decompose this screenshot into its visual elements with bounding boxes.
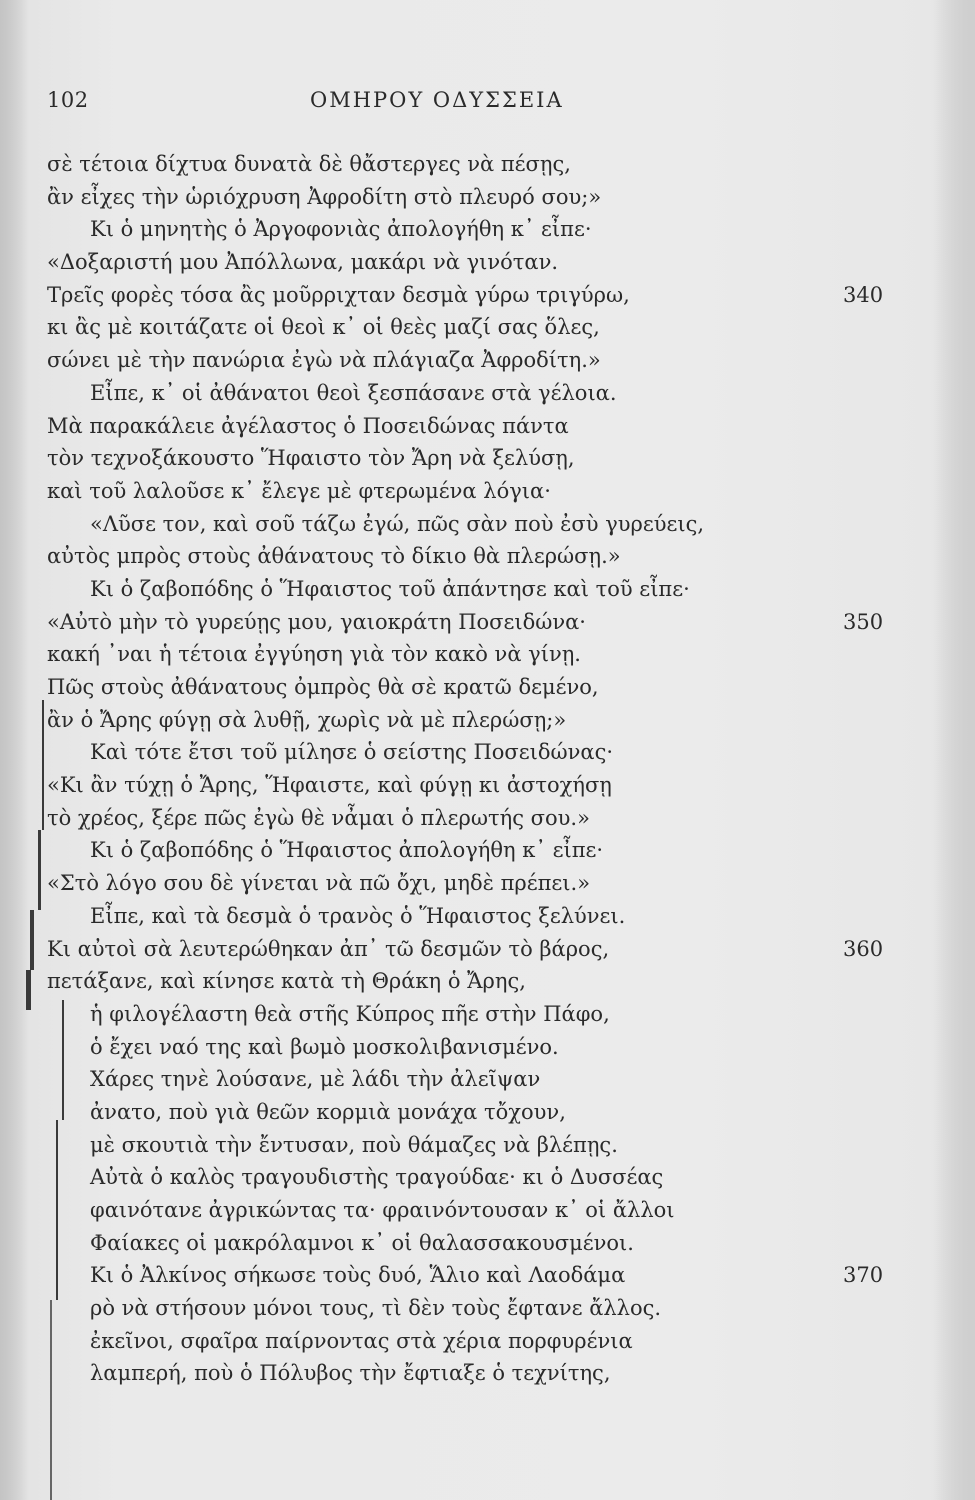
- verse-line: [0, 1325, 975, 1358]
- verse-text: Πῶς στοὺς ἀθάνατους ὀμπρὸς θὰ σὲ κρατῶ δεμένο,: [47, 675, 599, 699]
- verse-text: «Κι ἂν τύχῃ ὁ Ἄρης, Ἥφαιστε, καὶ φύγῃ κι ἀστοχήσῃ: [47, 773, 612, 798]
- verse-line: [0, 377, 975, 410]
- verse-line: [0, 606, 975, 639]
- verse-text: «Στὸ λόγο σου δὲ γίνεται νὰ πῶ ὄχι, μηδὲ πρέπει.»: [47, 871, 591, 896]
- verse-line: [0, 573, 975, 606]
- verse-line: [0, 508, 975, 541]
- verse-line: [0, 671, 975, 704]
- verse-text: «Δοξαριστή μου Ἀπόλλωνα, μακάρι νὰ γινόταν.: [47, 250, 559, 275]
- verse-text: αὐτὸς μπρὸς στοὺς ἀθάνατους τὸ δίκιο θὰ πλερώσῃ.»: [47, 544, 621, 569]
- verse-text: καὶ τοῦ λαλοῦσε κ᾽ ἔλεγε μὲ φτερωμένα λόγια·: [47, 478, 551, 503]
- verse-text: Φαίακες οἱ μακρόλαμνοι κ᾽ οἱ θαλασσακουσμένοι.: [90, 1230, 634, 1255]
- verse-line: [0, 736, 975, 769]
- verse-text: «Αὐτὸ μὴν τὸ γυρεύῃς μου, γαιοκράτη Ποσειδώνα·: [47, 609, 586, 634]
- verse-text: Κι αὐτοὶ σὰ λευτερώθηκαν ἀπ᾽ τῶ δεσμῶν τὸ βάρος,: [47, 936, 610, 961]
- line-number: 370: [843, 1263, 884, 1288]
- verse-text: Τρεῖς φορὲς τόσα ἂς μοῦρριχταν δεσμὰ γύρω τριγύρω,: [47, 282, 630, 307]
- verse-text: κακή ᾿ναι ἡ τέτοια ἐγγύηση γιὰ τὸν κακὸ νὰ γίνῃ.: [47, 642, 581, 667]
- verse-text: ρὸ νὰ στήσουν μόνοι τους, τὶ δὲν τοὺς ἔφτανε ἄλλος.: [90, 1296, 662, 1321]
- verse-text: «Λῦσε τον, καὶ σοῦ τάζω ἐγώ, πῶς σὰν ποὺ ἐσὺ γυρεύεις,: [90, 511, 705, 536]
- verse-text: Κι ὁ ζαβοπόδης ὁ Ἥφαιστος τοῦ ἀπάντησε καὶ τοῦ εἶπε·: [90, 576, 690, 601]
- verse-text: Κι ὁ Ἀλκίνος σήκωσε τοὺς δυό, Ἅλιο καὶ Λαοδάμα: [90, 1263, 626, 1288]
- verse-text: ἀνατο, ποὺ γιὰ θεῶν κορμιὰ μονάχα τὄχουν,: [90, 1099, 566, 1124]
- verse-line: [0, 311, 975, 344]
- verse-line: [0, 1129, 975, 1162]
- verse-line: [0, 704, 975, 737]
- verse-text: ἂν ὁ Ἄρης φύγῃ σὰ λυθῇ, χωρὶς νὰ μὲ πλερώσῃ;»: [47, 707, 567, 732]
- verse-line: [0, 540, 975, 573]
- verse-text: πετάξανε, καὶ κίνησε κατὰ τὴ Θράκη ὁ Ἄρης,: [47, 969, 526, 994]
- verse-line: [0, 213, 975, 246]
- verse-text: Μὰ παρακάλειε ἀγέλαστος ὁ Ποσειδώνας πάντα: [47, 413, 569, 438]
- verse-line: [0, 1357, 975, 1390]
- verse-line: [0, 1063, 975, 1096]
- poem-text: [0, 148, 975, 1390]
- verse-line: [0, 181, 975, 214]
- verse-text: Κι ὁ ζαβοπόδης ὁ Ἥφαιστος ἀπολογήθη κ᾽ εἶπε·: [90, 838, 604, 863]
- verse-line: [0, 1096, 975, 1129]
- verse-line: [0, 900, 975, 933]
- verse-text: τὸν τεχνοξάκουστο Ἥφαιστο τὸν Ἄρη νὰ ξελύσῃ,: [47, 446, 575, 471]
- line-number: 360: [843, 936, 884, 961]
- page-header: [0, 88, 975, 118]
- verse-text: ὁ ἔχει ναό της καὶ βωμὸ μοσκολιβανισμένο.: [90, 1034, 559, 1059]
- verse-line: [0, 1194, 975, 1227]
- verse-text: Κι ὁ μηνητὴς ὁ Ἀργοφονιὰς ἀπολογήθη κ᾽ εἶπε·: [90, 217, 592, 242]
- running-title: ΟΜΗΡΟΥ ΟΔΥΣΣΕΙΑ: [310, 88, 564, 112]
- margin-rule: [50, 1300, 52, 1500]
- verse-line: [0, 965, 975, 998]
- verse-line: [0, 867, 975, 900]
- verse-text: σὲ τέτοια δίχτυα δυνατὰ δὲ θἄστεργες νὰ πέσῃς,: [47, 152, 571, 176]
- verse-text: κι ἂς μὲ κοιτάζατε οἱ θεοὶ κ᾽ οἱ θεὲς μαζί σας ὅλες,: [47, 315, 600, 340]
- verse-line: [0, 769, 975, 802]
- verse-line: [0, 998, 975, 1031]
- verse-text: ἐκεῖνοι, σφαῖρα παίρνοντας στὰ χέρια πορφυρένια: [90, 1328, 633, 1353]
- verse-line: [0, 475, 975, 508]
- verse-text: ἡ φιλογέλαστη θεὰ στῆς Κύπρος πῆε στὴν Πάφο,: [90, 1001, 610, 1026]
- line-number: 350: [843, 609, 884, 634]
- verse-line: [0, 344, 975, 377]
- verse-line: [0, 148, 975, 181]
- verse-line: [0, 279, 975, 312]
- verse-line: [0, 933, 975, 966]
- verse-text: μὲ σκουτιὰ τὴν ἔντυσαν, ποὺ θάμαζες νὰ βλέπῃς.: [90, 1132, 618, 1157]
- verse-text: φαινότανε ἀγρικώντας τα· φραινόντουσαν κ᾽ οἱ ἄλλοι: [90, 1198, 675, 1222]
- verse-text: Καὶ τότε ἔτσι τοῦ μίλησε ὁ σείστης Ποσειδώνας·: [90, 740, 614, 765]
- verse-text: Χάρες τηνὲ λούσανε, μὲ λάδι τὴν ἀλεῖψαν: [90, 1067, 541, 1092]
- verse-text: τὸ χρέος, ξέρε πῶς ἐγὼ θὲ νἆμαι ὁ πλερωτής σου.»: [47, 805, 590, 830]
- verse-text: Εἶπε, καὶ τὰ δεσμὰ ὁ τρανὸς ὁ Ἥφαιστος ξελύνει.: [90, 903, 626, 928]
- verse-line: [0, 1292, 975, 1325]
- verse-line: [0, 1031, 975, 1064]
- verse-text: Εἶπε, κ᾽ οἱ ἀθάνατοι θεοὶ ξεσπάσανε στὰ γέλοια.: [90, 380, 617, 405]
- verse-line: [0, 1259, 975, 1292]
- verse-line: [0, 802, 975, 835]
- verse-line: [0, 638, 975, 671]
- verse-text: λαμπερή, ποὺ ὁ Πόλυβος τὴν ἔφτιαξε ὁ τεχνίτης,: [90, 1361, 611, 1386]
- page-number: 102: [47, 88, 89, 112]
- verse-text: ἂν εἶχες τὴν ὡριόχρυση Ἀφροδίτη στὸ πλευρό σου;»: [47, 184, 602, 209]
- verse-line: [0, 1161, 975, 1194]
- verse-line: [0, 1227, 975, 1260]
- verse-line: [0, 442, 975, 475]
- line-number: 340: [843, 282, 884, 307]
- verse-line: [0, 834, 975, 867]
- verse-text: σώνει μὲ τὴν πανώρια ἐγὼ νὰ πλάγιαζα Ἀφροδίτη.»: [47, 348, 601, 373]
- verse-line: [0, 410, 975, 443]
- verse-text: Αὐτὰ ὁ καλὸς τραγουδιστὴς τραγούδαε· κι ὁ Δυσσέας: [90, 1165, 664, 1190]
- verse-line: [0, 246, 975, 279]
